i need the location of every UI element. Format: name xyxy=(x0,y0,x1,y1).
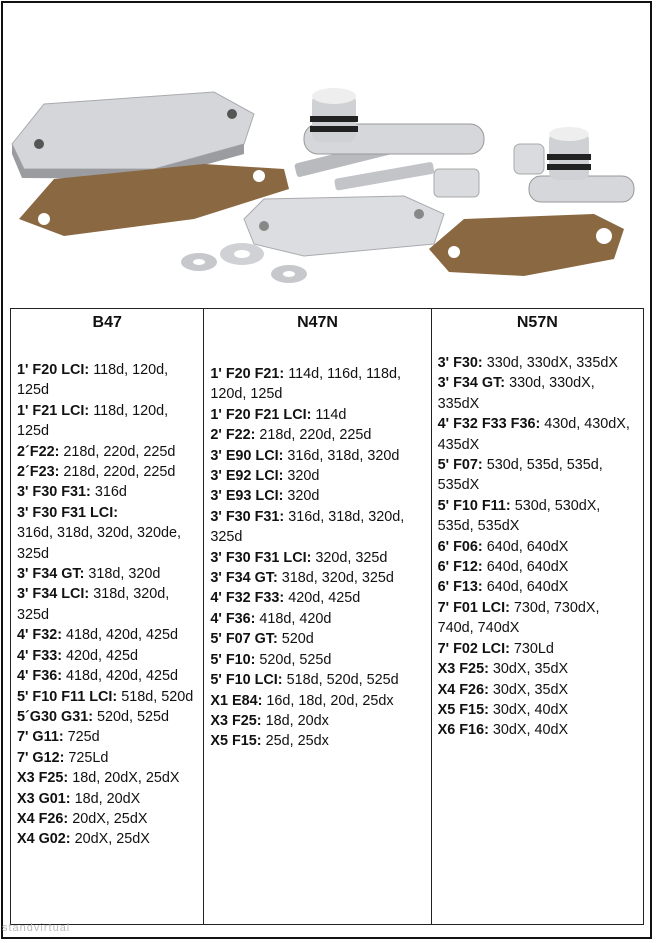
model-entry xyxy=(17,687,197,707)
model-name: 7' F02 LCI: xyxy=(437,640,510,657)
model-entry xyxy=(210,609,424,629)
model-entry xyxy=(17,564,197,584)
model-entry xyxy=(17,666,197,686)
model-entry xyxy=(210,507,424,548)
model-variants: 330d, 330dX, 335dX xyxy=(486,355,618,371)
model-entry xyxy=(210,486,424,506)
column-n47n xyxy=(204,309,431,924)
model-name: 3' F30: xyxy=(437,355,483,371)
model-entry xyxy=(438,598,637,639)
model-variants: 316d, 318d, 320d, 325d xyxy=(210,508,405,546)
model-entry xyxy=(17,625,197,645)
model-name: X4 G02: xyxy=(17,831,71,848)
model-entry xyxy=(17,748,197,768)
model-name: 5' F10 F11: xyxy=(437,497,511,514)
model-variants: 318d, 320d xyxy=(88,566,161,583)
model-variants: 316d, 318d, 320d, 320de, 325d xyxy=(17,525,182,562)
model-entry xyxy=(210,364,424,405)
product-photo xyxy=(4,4,650,304)
model-variants: 16d, 18d, 20d, 25dx xyxy=(266,692,394,709)
model-variants: 320d, 325d xyxy=(315,549,388,566)
model-name: 3' F34 GT: xyxy=(210,570,278,587)
model-entry xyxy=(438,720,637,740)
model-name: 6' F13: xyxy=(437,579,483,596)
model-name: 3' F30 F31: xyxy=(17,484,91,501)
model-name: X4 F26: xyxy=(17,810,69,827)
model-entry xyxy=(438,680,637,700)
model-variants: 330d, 330dX, 335dX xyxy=(437,375,595,412)
model-entry xyxy=(17,707,197,727)
model-variants: 418d, 420d, 425d xyxy=(66,668,179,685)
model-variants: 725Ld xyxy=(68,749,109,766)
model-name: 1' F20 F21 LCI: xyxy=(210,406,312,423)
model-entry xyxy=(17,768,197,788)
model-variants: 218d, 220d, 225d xyxy=(63,443,176,460)
model-name: X4 F26: xyxy=(437,681,489,698)
model-entry xyxy=(210,670,424,690)
model-name: 3' F30 F31 LCI: xyxy=(17,504,118,521)
column-b47 xyxy=(11,309,204,924)
model-entry xyxy=(210,446,424,466)
model-name: 3' F34 GT: xyxy=(437,375,506,392)
model-list xyxy=(17,360,197,850)
model-name: 4' F36: xyxy=(17,668,63,685)
engine-header: B47 xyxy=(92,314,122,331)
plug-insert-left xyxy=(304,88,484,154)
model-variants: 520d, 525d xyxy=(97,708,170,725)
model-variants: 430d, 430dX, 435dX xyxy=(437,416,630,453)
model-entry xyxy=(438,700,637,720)
model-entry xyxy=(210,568,424,588)
model-entry xyxy=(17,503,197,564)
model-entry xyxy=(17,360,197,401)
model-variants: 30dX, 35dX xyxy=(492,661,569,678)
model-entry xyxy=(438,496,637,537)
model-name: X5 F15: xyxy=(210,733,262,750)
model-name: 2´F23: xyxy=(17,464,60,481)
model-variants: 25d, 25dx xyxy=(265,733,329,750)
engine-header: N57N xyxy=(516,314,558,331)
blanking-plate-small xyxy=(244,196,444,256)
model-variants: 640d, 640dX xyxy=(486,538,569,555)
model-entry xyxy=(438,414,637,455)
model-variants: 114d xyxy=(315,406,347,423)
model-name: X3 F25: xyxy=(210,712,262,729)
model-entry xyxy=(210,466,424,486)
model-name: 4' F36: xyxy=(210,610,256,627)
model-name: 4' F32 F33 F36: xyxy=(437,416,541,433)
model-variants: 218d, 220d, 225d xyxy=(259,427,372,444)
model-entry xyxy=(438,577,637,597)
model-variants: 18d, 20dX xyxy=(74,790,141,807)
model-name: 1' F20 LCI: xyxy=(17,362,90,378)
model-entry xyxy=(17,789,197,809)
model-entry xyxy=(210,650,424,670)
model-entry xyxy=(438,373,637,414)
model-name: 3' E92 LCI: xyxy=(210,468,284,485)
model-entry xyxy=(210,711,424,731)
model-variants: 218d, 220d, 225d xyxy=(63,464,176,481)
model-entry xyxy=(438,455,637,496)
model-variants: 114d, 116d, 118d, 120d, 125d xyxy=(210,366,402,403)
model-variants: 520d xyxy=(281,631,314,648)
model-name: 7' G12: xyxy=(17,749,65,766)
model-name: 3' F30 F31: xyxy=(210,508,285,525)
model-variants: 640d, 640dX xyxy=(486,559,569,576)
model-entry xyxy=(17,727,197,747)
model-name: 5' F10 F11 LCI: xyxy=(17,688,118,705)
model-variants: 118d, 120d, 125d xyxy=(17,402,169,440)
model-variants: 30dX, 40dX xyxy=(492,701,569,718)
model-variants: 520d, 525d xyxy=(259,651,332,668)
model-variants: 725d xyxy=(67,729,100,746)
model-name: 3' E90 LCI: xyxy=(210,447,284,464)
model-name: 5' F07: xyxy=(437,457,483,474)
model-entry xyxy=(17,584,197,625)
engine-header: N47N xyxy=(297,314,338,331)
model-variants: 320d xyxy=(287,468,320,485)
model-name: 2´F22: xyxy=(17,443,60,460)
model-entry xyxy=(210,405,424,425)
model-variants: 518d, 520d xyxy=(121,688,194,705)
model-variants: 30dX, 40dX xyxy=(492,722,569,739)
model-variants: 320d xyxy=(287,488,320,505)
model-name: 4' F32: xyxy=(17,627,63,644)
model-variants: 530d, 530dX, 535d, 535dX xyxy=(437,497,601,535)
model-entry xyxy=(17,646,197,666)
gasket-small xyxy=(429,214,624,276)
model-entry xyxy=(17,829,197,849)
model-variants: 420d, 425d xyxy=(66,647,139,664)
model-entry xyxy=(438,639,637,659)
model-name: X5 F15: xyxy=(437,701,489,718)
model-variants: 730Ld xyxy=(513,640,554,657)
model-name: 5' F10: xyxy=(210,651,256,668)
model-name: 5´G30 G31: xyxy=(17,708,93,725)
model-name: 7' G11: xyxy=(17,729,64,746)
model-variants: 18d, 20dX, 25dX xyxy=(72,770,180,787)
model-name: 5' F07 GT: xyxy=(210,631,278,648)
model-name: 3' F30 F31 LCI: xyxy=(210,549,312,566)
model-variants: 530d, 535d, 535d, 535dX xyxy=(437,457,603,494)
model-entry xyxy=(17,462,197,482)
model-name: 6' F12: xyxy=(437,559,483,576)
model-entry xyxy=(438,353,637,373)
model-name: 2' F22: xyxy=(210,427,256,444)
model-variants: 318d, 320d, 325d xyxy=(17,586,170,623)
model-entry xyxy=(438,557,637,577)
model-entry xyxy=(210,588,424,608)
model-entry xyxy=(17,401,197,442)
column-n57n xyxy=(432,309,643,924)
model-variants: 418d, 420d xyxy=(259,610,332,627)
model-variants: 18d, 20dx xyxy=(265,712,329,729)
model-name: 3' F34 LCI: xyxy=(17,586,90,603)
watermark: standvirtual xyxy=(2,922,71,934)
model-variants: 730d, 730dX, 740d, 740dX xyxy=(437,599,600,637)
model-name: 6' F06: xyxy=(437,538,483,555)
model-name: X3 F25: xyxy=(437,661,489,678)
model-list xyxy=(210,364,424,752)
model-variants: 118d, 120d, 125d xyxy=(17,362,169,399)
model-entry xyxy=(17,809,197,829)
model-name: 3' E93 LCI: xyxy=(210,488,284,505)
model-variants: 20dX, 25dX xyxy=(74,831,150,848)
model-entry xyxy=(210,548,424,568)
model-name: X1 E84: xyxy=(210,692,263,709)
model-entry xyxy=(17,482,197,502)
model-entry xyxy=(210,731,424,751)
model-name: 5' F10 LCI: xyxy=(210,672,283,689)
model-variants: 316d, 318d, 320d xyxy=(287,447,400,464)
model-entry xyxy=(210,425,424,445)
model-variants: 518d, 520d, 525d xyxy=(286,672,399,689)
model-variants: 418d, 420d, 425d xyxy=(66,627,179,644)
model-entry xyxy=(438,659,637,679)
model-entry xyxy=(17,442,197,462)
model-name: 7' F01 LCI: xyxy=(437,599,510,616)
model-name: 3' F34 GT: xyxy=(17,566,85,583)
model-variants: 420d, 425d xyxy=(288,590,361,607)
model-variants: 20dX, 25dX xyxy=(72,810,148,827)
model-name: 4' F32 F33: xyxy=(210,590,285,607)
model-list xyxy=(438,353,637,741)
model-entry xyxy=(210,691,424,711)
model-name: X3 F25: xyxy=(17,770,69,787)
model-name: 1' F21 LCI: xyxy=(17,402,90,419)
model-name: 1' F20 F21: xyxy=(210,366,285,382)
model-variants: 318d, 320d, 325d xyxy=(281,570,394,587)
compatibility-table xyxy=(10,308,644,925)
model-name: X3 G01: xyxy=(17,790,71,807)
model-entry xyxy=(438,537,637,557)
model-variants: 640d, 640dX xyxy=(486,579,569,596)
model-variants: 316d xyxy=(94,484,127,501)
model-entry xyxy=(210,629,424,649)
model-name: X6 F16: xyxy=(437,722,489,739)
model-variants: 30dX, 35dX xyxy=(492,681,569,698)
model-name: 4' F33: xyxy=(17,647,63,664)
